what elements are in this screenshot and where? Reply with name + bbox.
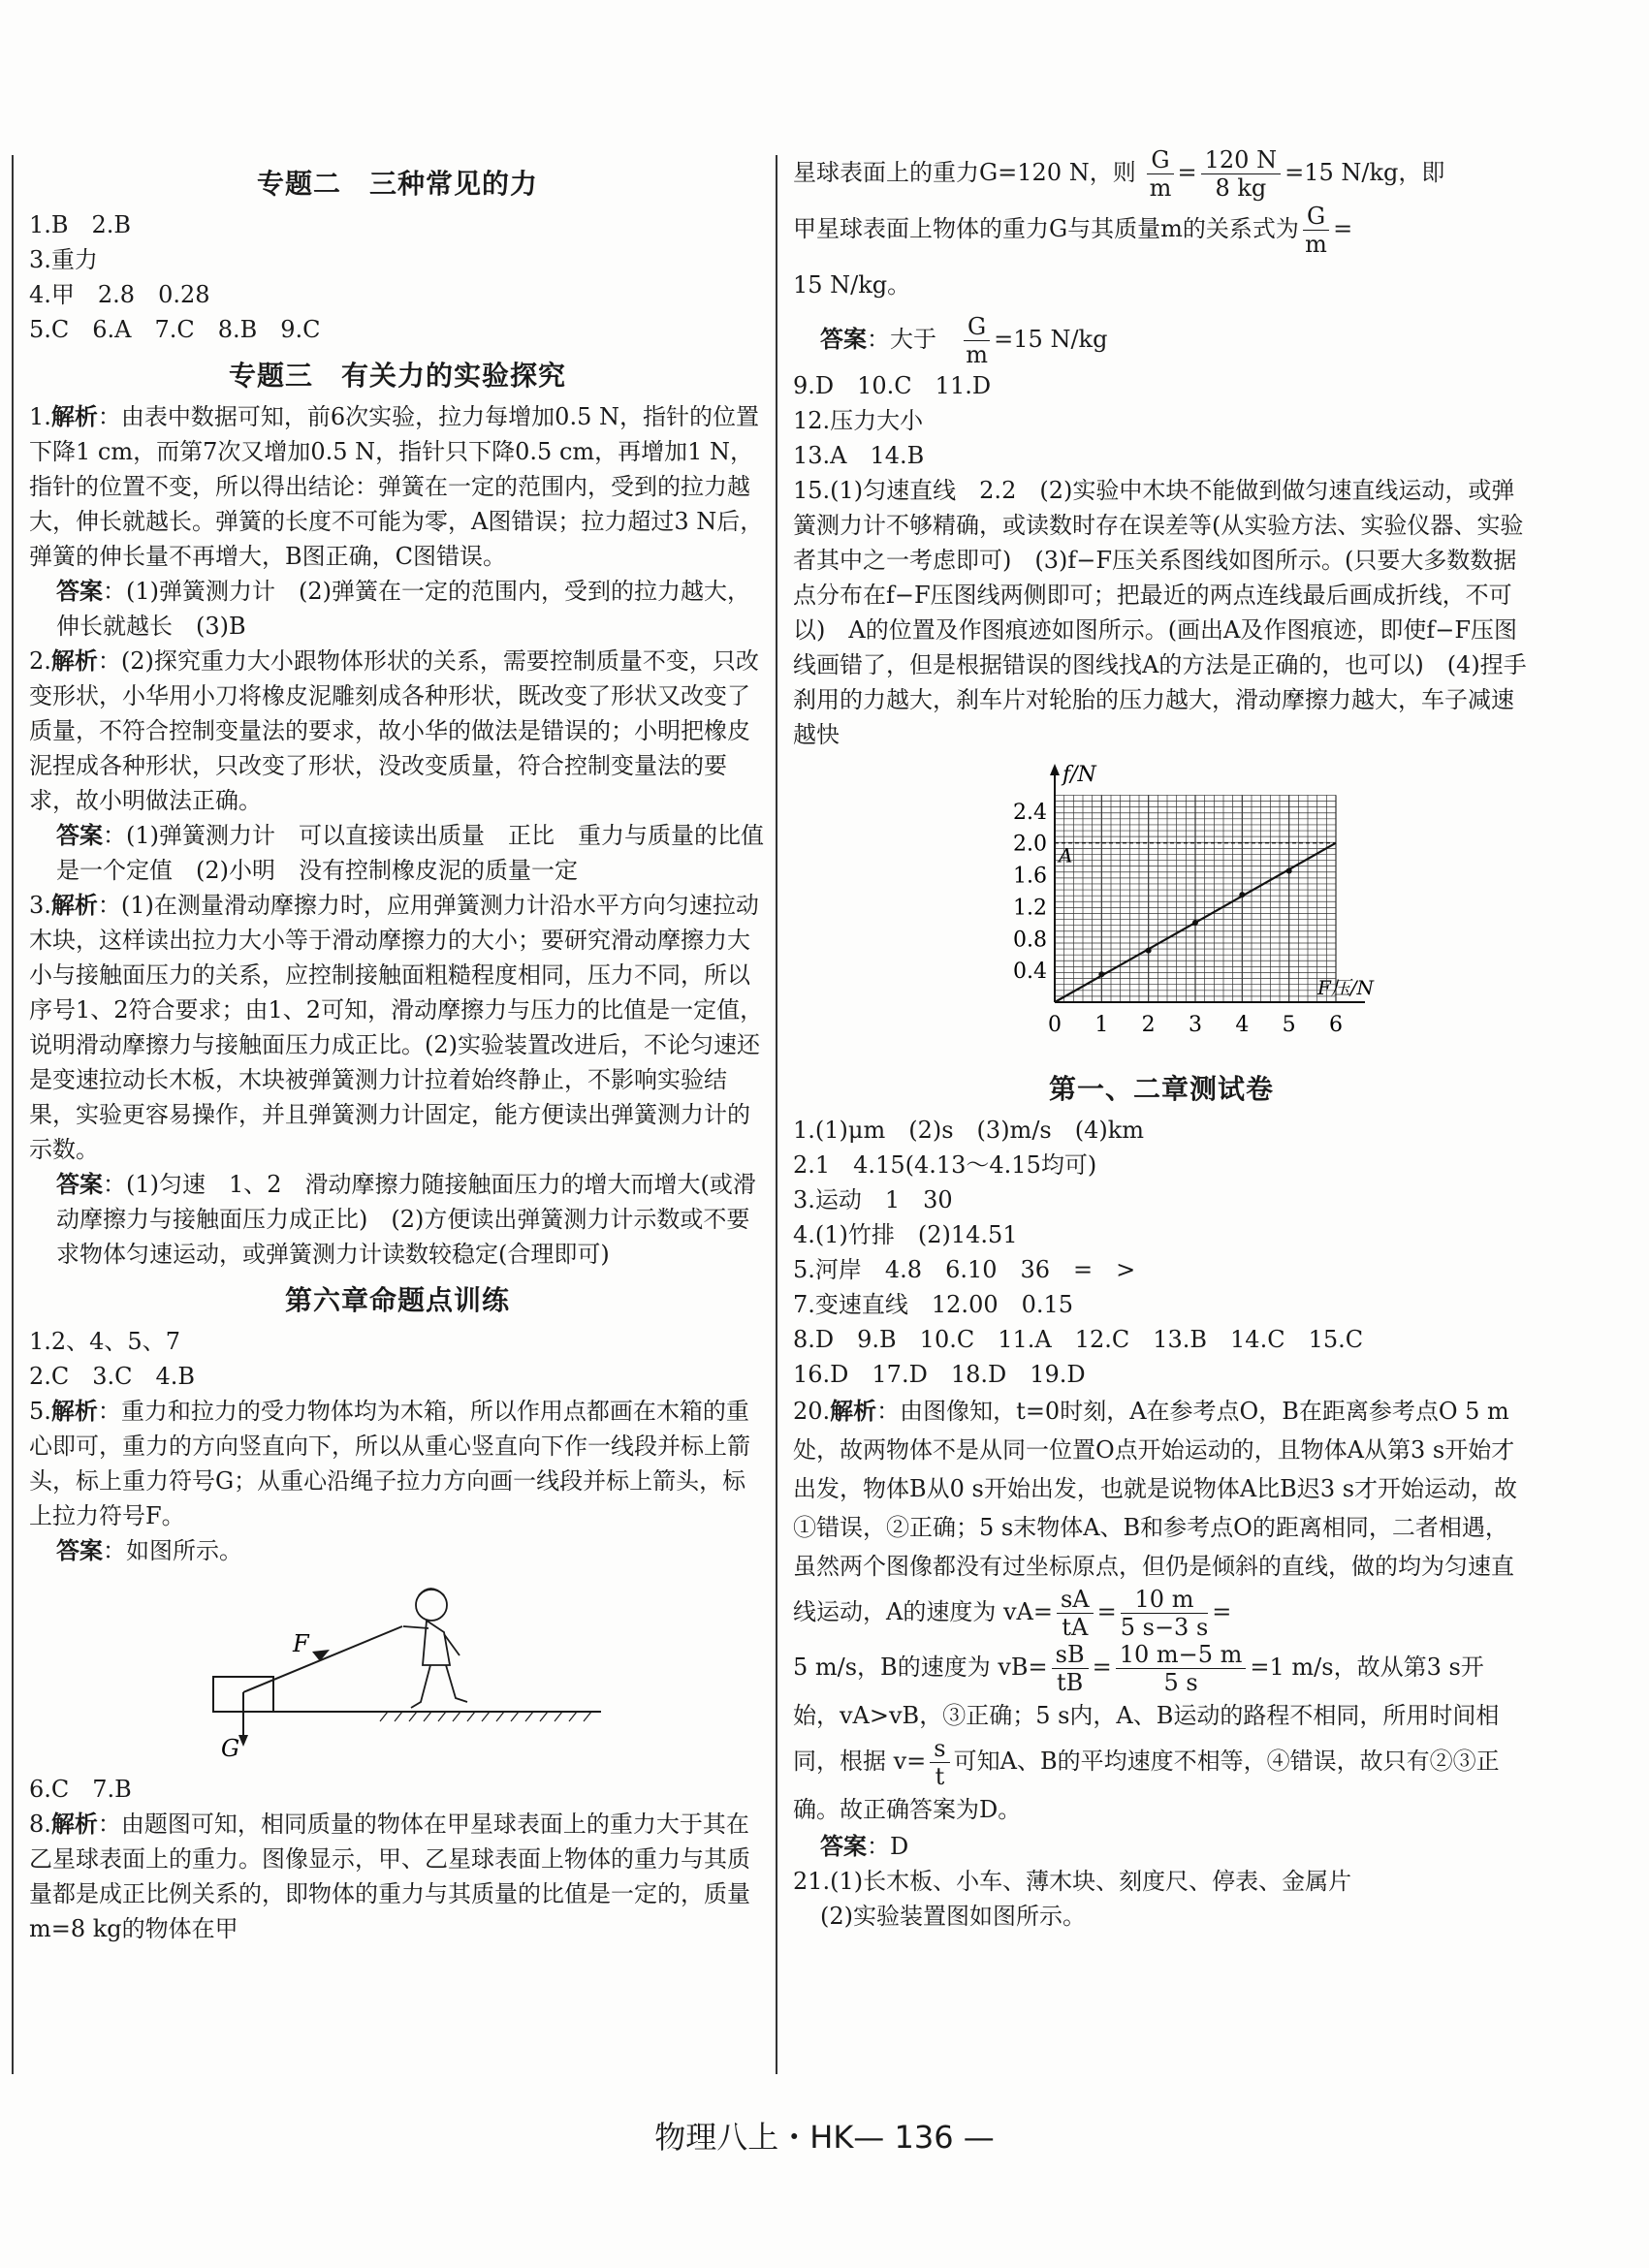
answer-text: ：大于 <box>867 326 960 353</box>
column-divider <box>776 155 777 2074</box>
q20-analysis <box>793 1392 1530 1829</box>
test-line: 1.(1)μm (2)s (3)m/s (4)km <box>793 1117 1145 1144</box>
q-num: 15. <box>793 477 831 504</box>
annotation-label: A <box>1059 843 1073 867</box>
frac-den: m <box>1305 231 1327 258</box>
fraction-sB-tB <box>1052 1641 1089 1696</box>
fraction-s-t <box>930 1735 949 1790</box>
left-column <box>29 155 766 1946</box>
force-F-label: F <box>293 1630 309 1657</box>
frac-den: 5 s−3 s <box>1120 1614 1209 1641</box>
y-axis-label: f/N <box>1062 763 1096 787</box>
q8-answer <box>793 312 1530 368</box>
analysis-tag: 解析 <box>50 1398 98 1425</box>
chart-grid <box>1055 795 1336 1002</box>
fraction-G-m <box>1147 146 1173 202</box>
q15-answer <box>793 473 1530 752</box>
frac-num: G <box>964 313 990 341</box>
eq: = <box>1096 1598 1117 1625</box>
s2-line: 5.C 6.A 7.C 8.B 9.C <box>29 316 321 343</box>
q8-eq: = <box>1177 159 1197 186</box>
analysis-text: ：重力和拉力的受力物体均为木箱，所以作用点都画在木箱的重心即可，重力的方向竖直向下，所以从重心竖直向下作一线段并标上箭头，标上重力符号G；从重心沿绳子拉力方向画一线段并标上箭头，标上拉力符号F。 <box>29 1398 750 1529</box>
analysis-text: =1 m/s，故从第3 s开始，vA>vB，③正确；5 s内，A、B运动的路程不相同，所用时间相同，根据 v= <box>793 1654 1500 1775</box>
q5-answer <box>29 1533 766 1568</box>
q-num: 8. <box>29 1811 51 1838</box>
analysis-tag: 解析 <box>50 892 98 919</box>
analysis-text: 5 m/s，B的速度为 vB= <box>793 1654 1048 1681</box>
answer-tag: 答案 <box>56 822 103 849</box>
data-point <box>1239 892 1245 898</box>
answer-text: ：如图所示。 <box>103 1537 242 1564</box>
x-tick-label: 0 <box>1048 1013 1062 1037</box>
q21-line <box>793 1864 1530 1899</box>
test-line: 7.变速直线 12.00 0.15 <box>793 1291 1074 1318</box>
answer-text: ：(1)弹簧测力计 (2)弹簧在一定的范围内，受到的拉力越大，伸长就越长 (3)B <box>56 578 750 640</box>
q20-answer <box>793 1829 1530 1864</box>
x-tick-label: 5 <box>1282 1013 1296 1037</box>
q3-answer <box>29 1167 766 1272</box>
frac-den: m <box>966 341 988 368</box>
frac-num: 10 m−5 m <box>1116 1641 1247 1669</box>
s2-line: 4.甲 2.8 0.28 <box>29 281 210 308</box>
answer-text: =15 N/kg <box>994 326 1108 353</box>
test-line: 4.(1)竹排 (2)14.51 <box>793 1221 1018 1248</box>
q8-analysis <box>29 1807 766 1946</box>
fraction-G-m <box>1303 203 1329 258</box>
q8-text: 甲星球表面上物体的重力G与其质量m的关系式为 <box>793 215 1299 242</box>
answer-tag: 答案 <box>56 578 103 605</box>
analysis-text: ：由题图可知，相同质量的物体在甲星球表面上的重力大于其在乙星球表面上的重力。图像显示，甲、乙星球表面上物体的重力与其质量都是成正比例关系的，即物体的重力与其质量的比值是一定的，质量m=8 kg的物体在甲 <box>29 1811 750 1942</box>
y-tick-label: 0.4 <box>1013 960 1047 985</box>
x-axis-label: F压/N <box>1316 976 1375 999</box>
c6-line: 2.C 3.C 4.B <box>29 1363 196 1390</box>
x-tick-label: 2 <box>1141 1013 1156 1037</box>
q-num: 5. <box>29 1398 51 1425</box>
q8-text: =15 N/kg，即 <box>1284 159 1445 186</box>
analysis-tag: 解析 <box>50 647 98 675</box>
y-tick-label: 0.8 <box>1013 928 1047 953</box>
answer-tag: 答案 <box>56 1537 103 1564</box>
s2-line: 3.重力 <box>29 246 98 273</box>
boy-figure <box>403 1589 467 1708</box>
y-axis-arrow <box>1050 764 1060 775</box>
q-num: 2. <box>29 647 51 675</box>
frac-num: s <box>930 1735 949 1763</box>
force-G-label: G <box>221 1735 240 1762</box>
fraction-sA-tA <box>1057 1586 1094 1641</box>
answer-text: ：(1)弹簧测力计 可以直接读出质量 正比 重力与质量的比值是一个定值 (2)小明 没有控制橡皮泥的质量一定 <box>56 822 764 884</box>
chapter6-title: 第六章命题点训练 <box>284 1284 510 1316</box>
section2-title: 专题二 三种常见的力 <box>256 168 538 200</box>
y-tick-label: 2.0 <box>1013 832 1047 857</box>
frac-num: sB <box>1052 1641 1089 1669</box>
q-num: 21. <box>793 1868 831 1895</box>
q1-analysis <box>29 399 766 574</box>
test-line: 16.D 17.D 18.D 19.D <box>793 1361 1086 1388</box>
ground-hatch <box>380 1712 591 1721</box>
q1-answer <box>29 574 766 644</box>
q8-text: 星球表面上的重力G=120 N，则 <box>793 159 1136 186</box>
x-tick-label: 6 <box>1329 1013 1343 1037</box>
answer-line: 12.压力大小 <box>793 407 924 434</box>
frac-num: G <box>1303 203 1329 231</box>
answer-tag: 答案 <box>56 1171 103 1198</box>
force-diagram <box>204 1578 611 1762</box>
analysis-text: ：(2)探究重力大小跟物体形状的关系，需要控制质量不变，只改变形状，小华用小刀将橡皮泥雕刻成各种形状，既改变了形状又改变了质量，不符合控制变量法的要求，故小华的做法是错误的；小明把橡皮泥捏成各种形状，只改变了形状，没改变质量，符合控制变量法的要求，故小明做法正确。 <box>29 647 759 814</box>
q3-analysis <box>29 888 766 1167</box>
frac-num: 120 N <box>1201 146 1281 174</box>
frac-den: t <box>935 1763 945 1790</box>
fraction-120N-8kg <box>1201 146 1281 202</box>
data-point <box>1146 948 1152 954</box>
answer-text: (1)长木板、小车、薄木块、刻度尺、停表、金属片 <box>830 1868 1352 1895</box>
pull-arrow <box>243 1626 402 1692</box>
answer-tag: 答案 <box>820 1833 867 1860</box>
left-margin-rule <box>12 155 14 2074</box>
q2-answer <box>29 818 766 888</box>
eq: = <box>1212 1598 1232 1625</box>
q2-analysis <box>29 644 766 818</box>
frac-den: 8 kg <box>1215 174 1267 202</box>
test-line: 5.河岸 4.8 6.10 36 = > <box>793 1256 1136 1283</box>
frac-den: tA <box>1062 1614 1089 1641</box>
fraction-G-m <box>964 313 990 368</box>
data-point <box>1286 867 1292 873</box>
answer-text: (1)匀速直线 2.2 (2)实验中木块不能做到做匀速直线运动，或弹簧测力计不够精确，或读数时存在误差等(从实验方法、实验仪器、实验者其中之一考虑即可) (3)f−F压关系图线如图所示。(只要大多数数据点分布在f−F压图线两侧即可；把最近的两点连线最后画成折线，不可以) A的位置及作图痕迹如图所示。(画出A及作图痕迹，即使f−F压图线画错了，但是根据错误的图线找A的方法是正确的，也可以) (4)捏手刹用的力越大，刹车片对轮胎的压力越大，滑动摩擦力越大，车子减速越快 <box>793 477 1527 748</box>
f-F-chart <box>987 760 1375 1060</box>
y-tick-label: 1.2 <box>1013 896 1047 921</box>
answer-text: ：D <box>867 1833 909 1860</box>
answer-text: ：(1)匀速 1、2 滑动摩擦力随接触面压力的增大而增大(或滑动摩擦力与接触面压力成正比) (2)方便读出弹簧测力计示数或不要求物体匀速运动，或弹簧测力计读数较稳定(合理即可) <box>56 1171 756 1268</box>
eq: = <box>1092 1654 1112 1681</box>
q-num: 20. <box>793 1398 831 1425</box>
q8-continued <box>793 145 1530 312</box>
test-title: 第一、二章测试卷 <box>1048 1073 1274 1105</box>
c6-line: 6.C 7.B <box>29 1776 132 1803</box>
analysis-text: ：(1)在测量滑动摩擦力时，应用弹簧测力计沿水平方向匀速拉动木块，这样读出拉力大小等于滑动摩擦力的大小；要研究滑动摩擦力大小与接触面压力的关系，应控制接触面粗糙程度相同，压力不同，所以序号1、2符合要求；由1、2可知，滑动摩擦力与压力的比值是一定值，说明滑动摩擦力与接触面压力成正比。(2)实验装置改进后，不论匀速还是变速拉动长木板，木块被弹簧测力计拉着始终静止，不影响实验结果，实验更容易操作，并且弹簧测力计固定，能方便读出弹簧测力计的示数。 <box>29 892 764 1163</box>
x-tick-label: 1 <box>1094 1013 1109 1037</box>
section3-title: 专题三 有关力的实验探究 <box>228 360 566 392</box>
frac-num: G <box>1147 146 1173 174</box>
right-column <box>793 145 1530 1934</box>
q5-analysis <box>29 1394 766 1533</box>
data-point <box>1192 920 1198 926</box>
s2-line: 1.B 2.B <box>29 211 132 238</box>
frac-den: tB <box>1056 1669 1084 1696</box>
q8-eq: = <box>1333 215 1353 242</box>
frac-den: m <box>1149 174 1172 202</box>
pull-arrowhead <box>312 1650 330 1661</box>
test-line: 2.1 4.15(4.13～4.15均可) <box>793 1151 1097 1179</box>
frac-den: 5 s <box>1163 1669 1198 1696</box>
analysis-tag: 解析 <box>830 1398 877 1425</box>
answer-line: 9.D 10.C 11.D <box>793 372 992 399</box>
analysis-tag: 解析 <box>50 1811 98 1838</box>
frac-num: sA <box>1057 1586 1094 1614</box>
gravity-arrowhead <box>238 1735 248 1747</box>
frac-num: 10 m <box>1121 1586 1209 1614</box>
test-line: 3.运动 1 30 <box>793 1186 953 1213</box>
answer-tag: 答案 <box>820 326 867 353</box>
q-num: 1. <box>29 403 51 430</box>
q8-text: 15 N/kg。 <box>793 271 911 299</box>
y-tick-label: 1.6 <box>1013 864 1047 889</box>
analysis-text: ：由表中数据可知，前6次实验，拉力每增加0.5 N，指针的位置下降1 cm，而第7次又增加0.5 N，指针只下降0.5 cm，再增加1 N，指针的位置不变，所以得出结论：弹簧在一定的范围内，受到的拉力越大，伸长就越长。弹簧的长度不可能为零，A图错误；拉力超过3 N后，弹簧的伸长量不再增大，B图正确，C图错误。 <box>29 403 764 570</box>
c6-line: 1.2、4、5、7 <box>29 1328 180 1355</box>
test-line: 8.D 9.B 10.C 11.A 12.C 13.B 14.C 15.C <box>793 1326 1364 1353</box>
q-num: 3. <box>29 892 51 919</box>
fraction-10m <box>1121 1586 1209 1641</box>
x-tick-label: 3 <box>1189 1013 1202 1037</box>
analysis-tag: 解析 <box>50 403 98 430</box>
analysis-text: ：由图像知，t=0时刻，A在参考点O，B在距离参考点O 5 m处，故两物体不是从同一位置O点开始运动的，且物体A从第3 s开始才出发，物体B从0 s开始出发，也就是说物体A比B迟3 s才开始运动，故①错误，②正确；5 s末物体A、B和参考点O的距离相同，二者相遇，虽然两个图像都没有过坐标原点，但仍是倾斜的直线，做的均为匀速直线运动，A的速度为 vA= <box>793 1398 1518 1625</box>
page-footer: 物理八上・HK— 136 — <box>654 2119 995 2156</box>
answer-line: 13.A 14.B <box>793 442 925 469</box>
x-tick-label: 4 <box>1235 1013 1250 1037</box>
q21-line: (2)实验装置图如图所示。 <box>820 1903 1086 1930</box>
data-point <box>1098 971 1104 977</box>
y-tick-label: 2.4 <box>1013 800 1047 825</box>
fraction-10m-5m <box>1116 1641 1247 1696</box>
analysis-text: 可知A、B的平均速度不相等，④错误，故只有②③正确。故正确答案为D。 <box>793 1748 1500 1823</box>
